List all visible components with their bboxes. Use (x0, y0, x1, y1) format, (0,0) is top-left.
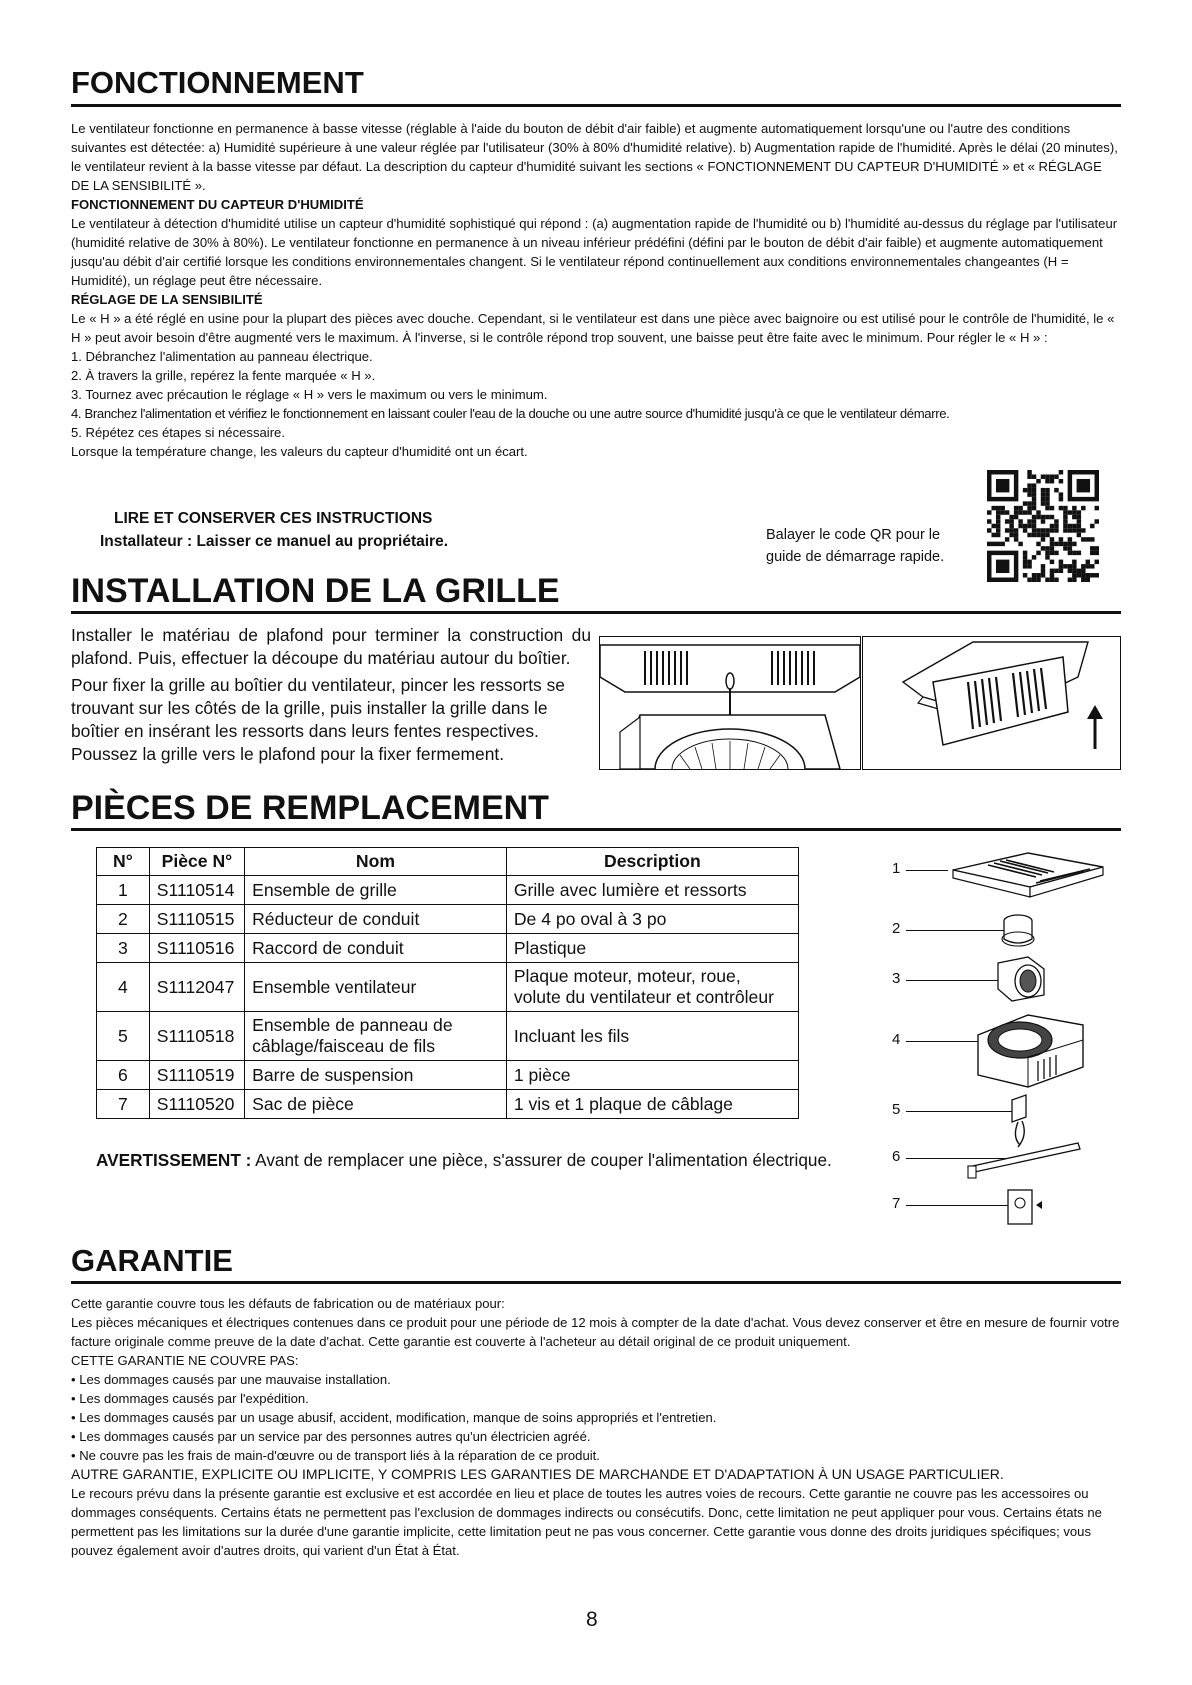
step-item: 4. Branchez l'alimentation et vérifiez le fonctionnement en laissant couler l'eau de la douche ou une autre source d'humidité jusqu'à ce que le ventilateur démarre. (71, 406, 950, 421)
table-cell: S1110515 (149, 905, 244, 934)
table-cell: S1110520 (149, 1090, 244, 1119)
part-label: 2 (892, 920, 901, 937)
parts-table (96, 847, 799, 1119)
garantie-other: AUTRE GARANTIE, EXPLICITE OU IMPLICITE, Y COMPRIS LES GARANTIES DE MARCHANDE ET D'ADAPTATION À UN USAGE PARTICULIER. (71, 1466, 1004, 1482)
grille-body (71, 624, 591, 770)
step-item: 3. Tournez avec précaution le réglage « H » vers le maximum ou vers le minimum. (71, 387, 548, 402)
grille-para1: Installer le matériau de plafond pour terminer la construction du plafond. Puis, effectuer la découpe du matériau autour du boîtier. (71, 625, 591, 668)
table-cell: 6 (97, 1061, 150, 1090)
step-item: 1. Débranchez l'alimentation au panneau électrique. (71, 349, 373, 364)
table-row (97, 905, 799, 934)
sensitivity-heading: RÉGLAGE DE LA SENSIBILITÉ (71, 292, 263, 307)
table-cell: 5 (97, 1012, 150, 1061)
page-number: 8 (586, 1608, 598, 1631)
parts-table-header (97, 848, 799, 876)
section-title-fonctionnement: FONCTIONNEMENT (71, 65, 364, 100)
fonctionnement-body (71, 119, 1121, 461)
table-row (97, 1061, 799, 1090)
section-rule (71, 611, 1121, 614)
table-cell: 4 (97, 963, 150, 1012)
table-cell: Ensemble de grille (245, 876, 507, 905)
part-label: 6 (892, 1148, 901, 1165)
table-cell: 1 (97, 876, 150, 905)
temp-note: Lorsque la température change, les valeurs du capteur d'humidité ont un écart. (71, 444, 528, 459)
garantie-p1: Les pièces mécaniques et électriques contenues dans ce produit pour une période de 12 mois à compter de la date d'achat. Vous devez conserver et être en mesure de fournir votre facture originale comme preuve de la date d'achat. Cette garantie est couverte à l'acheteur au détail original de ce produit uniquement. (71, 1315, 1120, 1349)
garantie-intro: Cette garantie couvre tous les défauts de fabrication ou de matériaux pour: (71, 1296, 505, 1311)
table-cell: Réducteur de conduit (245, 905, 507, 934)
table-cell: S1110518 (149, 1012, 244, 1061)
col-header: Pièce N° (149, 848, 244, 876)
garantie-bullet: • Les dommages causés par une mauvaise installation. (71, 1372, 391, 1387)
table-cell: Plastique (506, 934, 798, 963)
garantie-bullet: • Les dommages causés par un usage abusif, accident, modification, manque de soins appropriés et l'entretien. (71, 1410, 717, 1425)
section-title-garantie: GARANTIE (71, 1243, 233, 1278)
col-header: Nom (245, 848, 507, 876)
part-label: 4 (892, 1031, 901, 1048)
table-cell: 2 (97, 905, 150, 934)
table-cell: Incluant les fils (506, 1012, 798, 1061)
keep-instructions (100, 507, 448, 553)
garantie-bullet: • Les dommages causés par un service par des personnes autres qu'un électricien agréé. (71, 1429, 591, 1444)
table-cell: S1112047 (149, 963, 244, 1012)
section-title-pieces: PIÈCES DE REMPLACEMENT (71, 789, 549, 827)
keep-instructions-line1: LIRE ET CONSERVER CES INSTRUCTIONS (114, 510, 433, 527)
sensor-heading: FONCTIONNEMENT DU CAPTEUR D'HUMIDITÉ (71, 197, 364, 212)
table-cell: 1 pièce (506, 1061, 798, 1090)
table-cell: Raccord de conduit (245, 934, 507, 963)
table-row (97, 934, 799, 963)
part-label: 1 (892, 860, 901, 877)
section-rule (71, 828, 1121, 831)
table-cell: S1110514 (149, 876, 244, 905)
qr-caption-line1: Balayer le code QR pour le (766, 527, 941, 543)
table-row (97, 963, 799, 1012)
table-cell: Barre de suspension (245, 1061, 507, 1090)
qr-code[interactable] (987, 470, 1099, 582)
section-title-grille: INSTALLATION DE LA GRILLE (71, 572, 560, 610)
table-cell: Ensemble ventilateur (245, 963, 507, 1012)
garantie-bullet: • Ne couvre pas les frais de main-d'œuvre ou de transport liés à la réparation de ce produit. (71, 1448, 600, 1463)
section-rule (71, 104, 1121, 107)
garantie-not-covered: CETTE GARANTIE NE COUVRE PAS: (71, 1353, 299, 1368)
grille-illustration-housing (599, 636, 861, 770)
table-cell: 1 vis et 1 plaque de câblage (506, 1090, 798, 1119)
sensor-text: Le ventilateur à détection d'humidité utilise un capteur d'humidité sophistiqué qui répond : (a) augmentation rapide de l'humidité ou b) l'humidité au-dessus du réglage par l'utilisateur (humidité relative de 30% à 80%). Le ventilateur fonctionne en permanence à un niveau inférieur prédéfini (défini par le bouton de débit d'air faible) et augmente automatiquement jusqu'au débit d'air certifié lorsque les conditions environnementales changent. Si le ventilateur répond continuellement aux conditions environnementales changeantes (H = Humidité), un réglage peut être nécessaire. (71, 216, 1118, 288)
col-header: N° (97, 848, 150, 876)
table-cell: 3 (97, 934, 150, 963)
step-item: 5. Répétez ces étapes si nécessaire. (71, 425, 285, 440)
table-cell: Plaque moteur, moteur, roue, volute du ventilateur et contrôleur (506, 963, 798, 1012)
part-label: 3 (892, 970, 901, 987)
table-cell: Sac de pièce (245, 1090, 507, 1119)
part-label: 5 (892, 1101, 901, 1118)
table-row (97, 1012, 799, 1061)
table-row (97, 876, 799, 905)
table-cell: Grille avec lumière et ressorts (506, 876, 798, 905)
table-cell: De 4 po oval à 3 po (506, 905, 798, 934)
table-row (97, 1090, 799, 1119)
parts-warning (96, 1150, 832, 1171)
keep-instructions-line2: Installateur : Laisser ce manuel au propriétaire. (100, 533, 449, 550)
part-label: 7 (892, 1195, 901, 1212)
qr-caption (766, 524, 944, 568)
garantie-bullet: • Les dommages causés par l'expédition. (71, 1391, 309, 1406)
warning-label: AVERTISSEMENT : (96, 1150, 252, 1170)
qr-code-graphic (987, 470, 1099, 582)
qr-caption-line2: guide de démarrage rapide. (766, 549, 945, 565)
table-cell: S1110516 (149, 934, 244, 963)
warning-text: Avant de remplacer une pièce, s'assurer de couper l'alimentation électrique. (251, 1150, 832, 1170)
fonctionnement-intro: Le ventilateur fonctionne en permanence à basse vitesse (réglable à l'aide du bouton de débit d'air faible) et augmente automatiquement lorsqu'une ou l'autre des conditions suivantes est détectée: a) Humidité supérieure à une valeur réglée par l'utilisateur (30% à 80% d'humidité relative). b) Augmentation rapide de l'humidité. Après le délai (20 minutes), le ventilateur revient à la basse vitesse par défaut. La description du capteur d'humidité suivant les sections « FONCTIONNEMENT DU CAPTEUR D'HUMIDITÉ » et « RÉGLAGE DE LA SENSIBILITÉ ». (71, 121, 1118, 193)
col-header: Description (506, 848, 798, 876)
table-cell: S1110519 (149, 1061, 244, 1090)
grille-para2: Pour fixer la grille au boîtier du ventilateur, pincer les ressorts se trouvant sur les côtés de la grille, puis installer la grille dans le boîtier en insérant les ressorts dans leurs fentes respectives. Poussez la grille vers le plafond pour la fixer fermement. (71, 675, 565, 764)
section-rule (71, 1281, 1121, 1284)
grille-illustration-install (862, 636, 1121, 770)
part-leader-line (906, 870, 948, 871)
table-cell: 7 (97, 1090, 150, 1119)
garantie-p2: Le recours prévu dans la présente garantie est exclusive et est accordée en lieu et place de toutes les autres voies de recours. Cette garantie ne couvre pas les accessoires ou dommages conséquents. Certains états ne permettent pas l'exclusion de dommages indirects ou consécutifs. Donc, cette limitation ne peut appliquer pour vous. Certains états ne permettent pas les limitations sur la durée d'une garantie implicite, cette limitation peut ne pas vous concerner. Cette garantie vous donne des droits juridiques spécifiques; vous pouvez également avoir d'autres droits, qui varient d'un État à État. (71, 1486, 1102, 1558)
parts-exploded-graphic (948, 845, 1128, 1240)
table-cell: Ensemble de panneau de câblage/faisceau de fils (245, 1012, 507, 1061)
sensitivity-text: Le « H » a été réglé en usine pour la plupart des pièces avec douche. Cependant, si le ventilateur est dans une pièce avec baignoire ou est utilisé pour le contrôle de l'humidité, le « H » peut avoir besoin d'être augmenté vers le maximum. À l'inverse, si le contrôle répond trop souvent, une baisse peut être faite avec le minimum. Pour régler le « H » : (71, 311, 1115, 345)
garantie-body (71, 1294, 1121, 1560)
step-item: 2. À travers la grille, repérez la fente marquée « H ». (71, 368, 376, 383)
